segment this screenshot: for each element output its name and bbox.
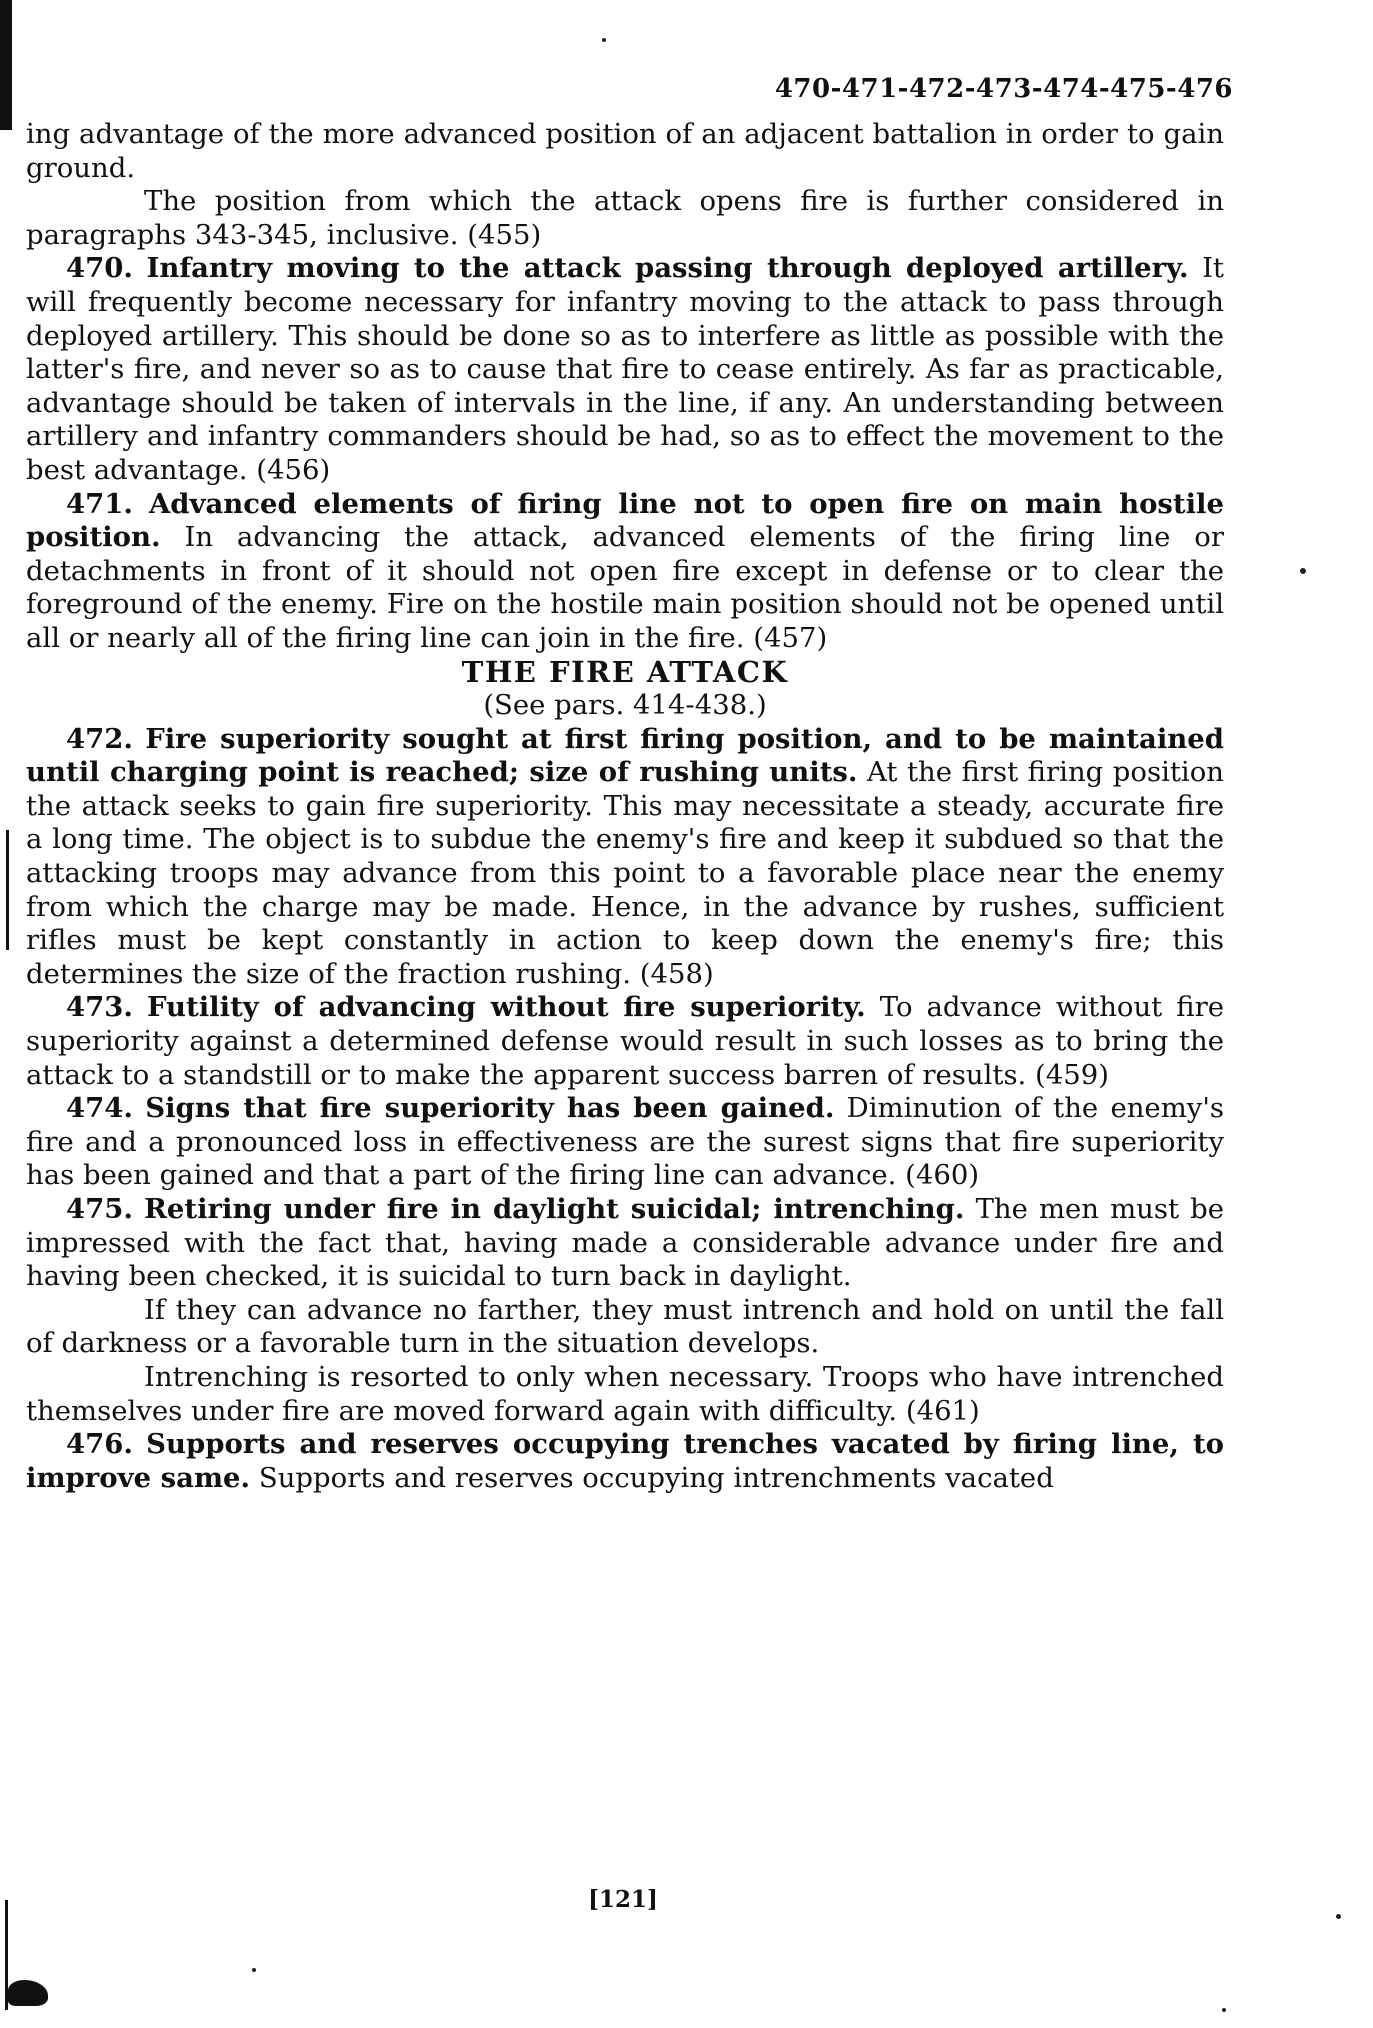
section-subtitle: (See pars. 414-438.) xyxy=(483,689,767,722)
page-body-text xyxy=(26,118,1224,1495)
section-title: THE FIRE ATTACK xyxy=(461,654,789,689)
paragraph-475-continued: If they can advance no farther, they must intrench and hold on until the fall of darkness or a favorable turn in the situation develops. xyxy=(26,1293,1224,1360)
paragraph-475-continued: Intrenching is resorted to only when necessary. Troops who have intrenched themselves under fire are moved forward again with difficulty. (461) xyxy=(26,1360,1224,1427)
paragraph-text: At the first firing position the attack seeks to gain fire superiority. This may necessitate a steady, accurate fire a long time. The object is to subdue the enemy's fire and keep it subdued so that the attacking troops may advance from this point to a favorable place near the enemy from which the charge may be made. Hence, in the advance by rushes, sufficient rifles must be kept constantly in action to keep down the enemy's fire; this determines the size of the fraction rushing. (458) xyxy=(26,756,1224,990)
paragraph-heading: Signs that fire superiority has been gained. xyxy=(145,1092,835,1125)
paragraph-text: The men must be impressed with the fact that, having made a considerable advance under fire and having been checked, it is suicidal to turn back in daylight. xyxy=(26,1193,1224,1293)
paragraph-473 xyxy=(26,991,1224,1092)
scan-speck xyxy=(1336,1914,1341,1919)
scan-edge-mark xyxy=(8,1980,48,2006)
paragraph-number: 472. xyxy=(66,722,133,755)
scan-speck xyxy=(252,1968,256,1972)
paragraph-heading: Futility of advancing without fire superiority. xyxy=(147,991,866,1024)
paragraph-number: 474. xyxy=(66,1092,133,1125)
page-number: [121] xyxy=(588,1886,658,1913)
paragraph-heading: Retiring under fire in daylight suicidal; intrenching. xyxy=(144,1193,965,1225)
paragraph-text: Supports and reserves occupying intrenchments vacated xyxy=(258,1461,1054,1494)
paragraph-text: In advancing the attack, advanced elements of the firing line or detachments in front of it should not open fire except in defense or to clear the foreground of the enemy. Fire on the hostile main position should not be opened until all or nearly all of the firing line can join in the fire. (457) xyxy=(26,521,1224,654)
paragraph-472 xyxy=(26,723,1224,992)
scan-speck xyxy=(602,38,606,42)
paragraph-number: 470. xyxy=(66,252,133,285)
paragraph-heading: Advanced elements of firing line not to open fire on main hostile position. xyxy=(26,487,1224,554)
paragraph-text: To advance without fire superiority against a determined defense would result in such losses as to bring the attack to a standstill or to make the apparent success barren of results. (459) xyxy=(26,991,1225,1091)
paragraph-text: Diminution of the enemy's fire and a pronounced loss in effectiveness are the surest signs that fire superiority has been gained and that a part of the firing line can advance. (460) xyxy=(26,1092,1224,1192)
paragraph-470 xyxy=(26,252,1224,487)
paragraph-heading: Fire superiority sought at first firing position, and to be maintained until charging point is reached; size of rushing units. xyxy=(26,722,1224,789)
paragraph-heading: Infantry moving to the attack passing through deployed artillery. xyxy=(146,252,1189,285)
continuation-paragraph: ing advantage of the more advanced position of an adjacent battalion in order to gain ground. xyxy=(26,118,1224,184)
paragraph-text: It will frequently become necessary for infantry moving to the attack to pass through deployed artillery. This should be done so as to interfere as little as possible with the latter's fire, and never so as to cause that fire to cease entirely. As far as practicable, advantage should be taken of intervals in the line, if any. An understanding between artillery and infantry commanders should be had, so as to effect the movement to the best advantage. (456) xyxy=(26,252,1224,486)
paragraph-number: 473. xyxy=(66,991,133,1024)
paragraph-heading: Supports and reserves occupying trenches vacated by firing line, to improve same. xyxy=(26,1428,1224,1494)
paragraph-number: 475. xyxy=(66,1193,133,1225)
continuation-paragraph: The position from which the attack opens fire is further considered in paragraphs 343-345, inclusive. (455) xyxy=(26,185,1224,251)
page-header-paragraph-range: 470-471-472-473-474-475-476 xyxy=(774,74,1233,104)
paragraph-474 xyxy=(26,1092,1224,1193)
scan-edge-mark xyxy=(6,830,9,950)
paragraph-476 xyxy=(26,1428,1224,1495)
scan-edge-mark xyxy=(0,0,12,130)
paragraph-number: 476. xyxy=(66,1428,133,1461)
paragraph-475 xyxy=(26,1193,1224,1294)
paragraph-number: 471. xyxy=(66,487,133,520)
paragraph-471 xyxy=(26,488,1224,656)
scan-speck xyxy=(1222,2008,1226,2012)
scan-speck xyxy=(1300,568,1306,574)
